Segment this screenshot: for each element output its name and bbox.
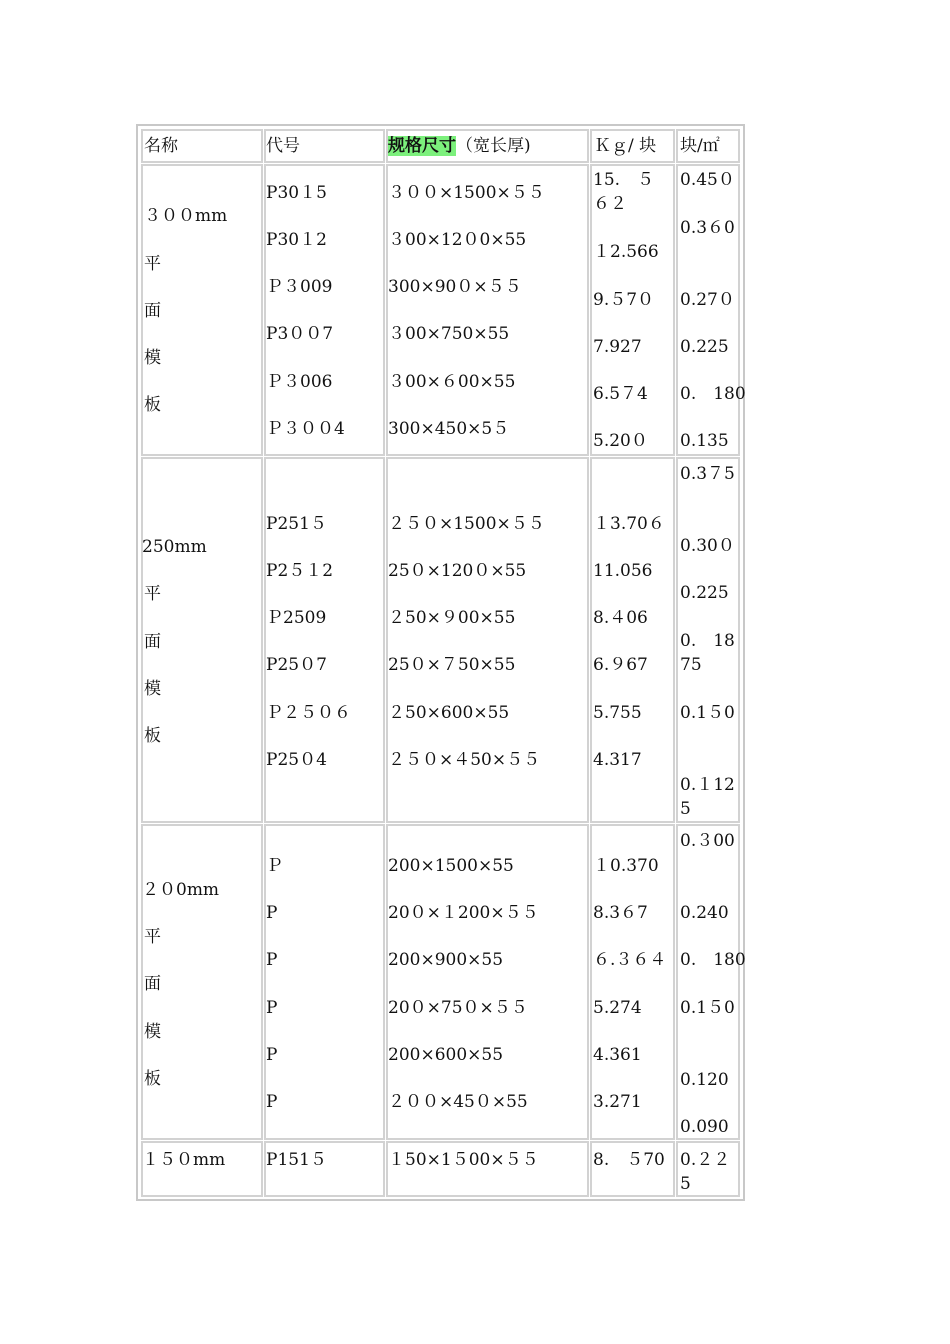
header-spec-highlight: 规格尺寸 (388, 136, 456, 156)
spec-value: ３００×1500×５５ (388, 183, 545, 203)
spec-value: ２５０×４50×５５ (388, 750, 541, 770)
spec-value: 20０×75０×５５ (388, 998, 528, 1018)
code-value: P (266, 1092, 278, 1112)
weight-value: 3.271 (593, 1092, 642, 1112)
spec-value: ２５０×1500×５５ (388, 514, 545, 534)
group-cell (264, 164, 385, 456)
group-name-line: 板 (144, 726, 161, 746)
spec-value: １50×1５00×５５ (388, 1150, 539, 1170)
group-name-line: 面 (144, 632, 161, 652)
group-name-line: ２０0mm (142, 880, 220, 900)
code-value: Ｐ2509 (266, 608, 327, 628)
group-name-line: １５０mm (142, 1150, 226, 1170)
group-name-line: 模 (144, 1022, 161, 1042)
group-name-line: 面 (144, 974, 161, 994)
group-name-line: 平 (144, 584, 161, 604)
code-value: P251５ (266, 514, 327, 534)
header-name: 名称 (144, 136, 178, 156)
code-value: Ｐ２５０６ (266, 703, 351, 723)
code-value: P30１2 (266, 230, 327, 250)
code-value: P (266, 1045, 278, 1065)
per-m2-value: 0.45０ (680, 170, 735, 190)
weight-value: 4.361 (593, 1045, 642, 1065)
per-m2-value: 0. 180 (680, 384, 746, 404)
weight-value: ６.３６４ (593, 950, 667, 970)
weight-value: 8.3６7 (593, 903, 648, 923)
per-m2-value: 0.090 (680, 1117, 729, 1137)
spec-value: 200×1500×55 (388, 856, 514, 876)
header-weight: Ｋｇ/ 块 (594, 136, 657, 156)
code-value: Ｐ３009 (266, 277, 333, 297)
header-spec-rest: （宽长厚) (456, 136, 531, 156)
weight-value: 7.927 (593, 337, 642, 357)
spec-value: ２50×600×55 (388, 703, 510, 723)
group-name-line: 平 (144, 254, 161, 274)
group-name-line: 模 (144, 348, 161, 368)
spec-table (136, 124, 745, 1201)
weight-value: 11.056 (593, 561, 653, 581)
per-m2-value: 0.240 (680, 903, 729, 923)
per-m2-value: 0.２２5 (680, 1150, 731, 1194)
weight-value: 4.317 (593, 750, 642, 770)
spec-value: ２００×45０×55 (388, 1092, 528, 1112)
code-value: P151５ (266, 1150, 327, 1170)
spec-value: ３00×750×55 (388, 324, 510, 344)
code-value: P30１5 (266, 183, 327, 203)
code-value: P3００7 (266, 324, 334, 344)
spec-value: 25０×７50×55 (388, 655, 516, 675)
header-per-m2: 块/㎡ (680, 136, 720, 156)
per-m2-value: 0.225 (680, 583, 729, 603)
group-cell (676, 824, 740, 1140)
code-value: Ｐ (266, 856, 283, 876)
per-m2-value: 0. 180 (680, 950, 746, 970)
weight-value: 6.5７4 (593, 384, 648, 404)
spec-value: ２50×９00×55 (388, 608, 516, 628)
per-m2-value: 0.１125 (680, 775, 735, 819)
per-m2-value: 0.1５0 (680, 998, 735, 1018)
weight-value: 9.５7０ (593, 290, 655, 310)
per-m2-value: 0.3６0 (680, 218, 735, 238)
group-name-line: 模 (144, 679, 161, 699)
weight-value: 5.20０ (593, 431, 648, 451)
spec-value: ３00×６00×55 (388, 372, 516, 392)
weight-value: １3.70６ (593, 514, 665, 534)
group-name-line: 板 (144, 1069, 161, 1089)
per-m2-value: 0.3７5 (680, 464, 735, 484)
per-m2-value: 0. 1875 (680, 631, 735, 675)
weight-value: 5.274 (593, 998, 642, 1018)
group-name-line: 板 (144, 395, 161, 415)
weight-value: １2.566 (593, 242, 659, 262)
spec-value: 25０×120０×55 (388, 561, 527, 581)
code-value: P25０4 (266, 750, 327, 770)
per-m2-value: 0.120 (680, 1070, 729, 1090)
group-name-line: 250mm (142, 537, 207, 557)
weight-value: １0.370 (593, 856, 659, 876)
spec-value: 300×90０×５５ (388, 277, 522, 297)
group-cell (386, 164, 589, 456)
per-m2-value: 0.３00 (680, 831, 735, 851)
per-m2-value: 0.135 (680, 431, 729, 451)
header-code: 代号 (266, 136, 300, 156)
spec-value: 300×450×5５ (388, 419, 510, 439)
weight-value: 5.755 (593, 703, 642, 723)
weight-value: 8.４06 (593, 608, 648, 628)
spec-value: 200×600×55 (388, 1045, 504, 1065)
group-name-line: 面 (144, 301, 161, 321)
code-value: P (266, 998, 278, 1018)
weight-value: 15. ５６２ (593, 170, 655, 214)
per-m2-value: 0.30０ (680, 536, 735, 556)
group-name-line: 平 (144, 927, 161, 947)
spec-value: 200×900×55 (388, 950, 504, 970)
code-value: P (266, 950, 278, 970)
group-name-line: ３００mm (144, 206, 228, 226)
per-m2-value: 0.225 (680, 337, 729, 357)
code-value: P2５１2 (266, 561, 334, 581)
per-m2-value: 0.1５0 (680, 703, 735, 723)
code-value: Ｐ３006 (266, 372, 333, 392)
weight-value: 6.９67 (593, 655, 648, 675)
code-value: P (266, 903, 278, 923)
spec-value: ３00×12０0×55 (388, 230, 527, 250)
per-m2-value: 0.27０ (680, 290, 735, 310)
weight-value: 8. ５70 (593, 1150, 665, 1170)
code-value: Ｐ３００4 (266, 419, 345, 439)
header-spec (388, 134, 531, 158)
spec-value: 20０×１200×５５ (388, 903, 539, 923)
code-value: P25０7 (266, 655, 327, 675)
